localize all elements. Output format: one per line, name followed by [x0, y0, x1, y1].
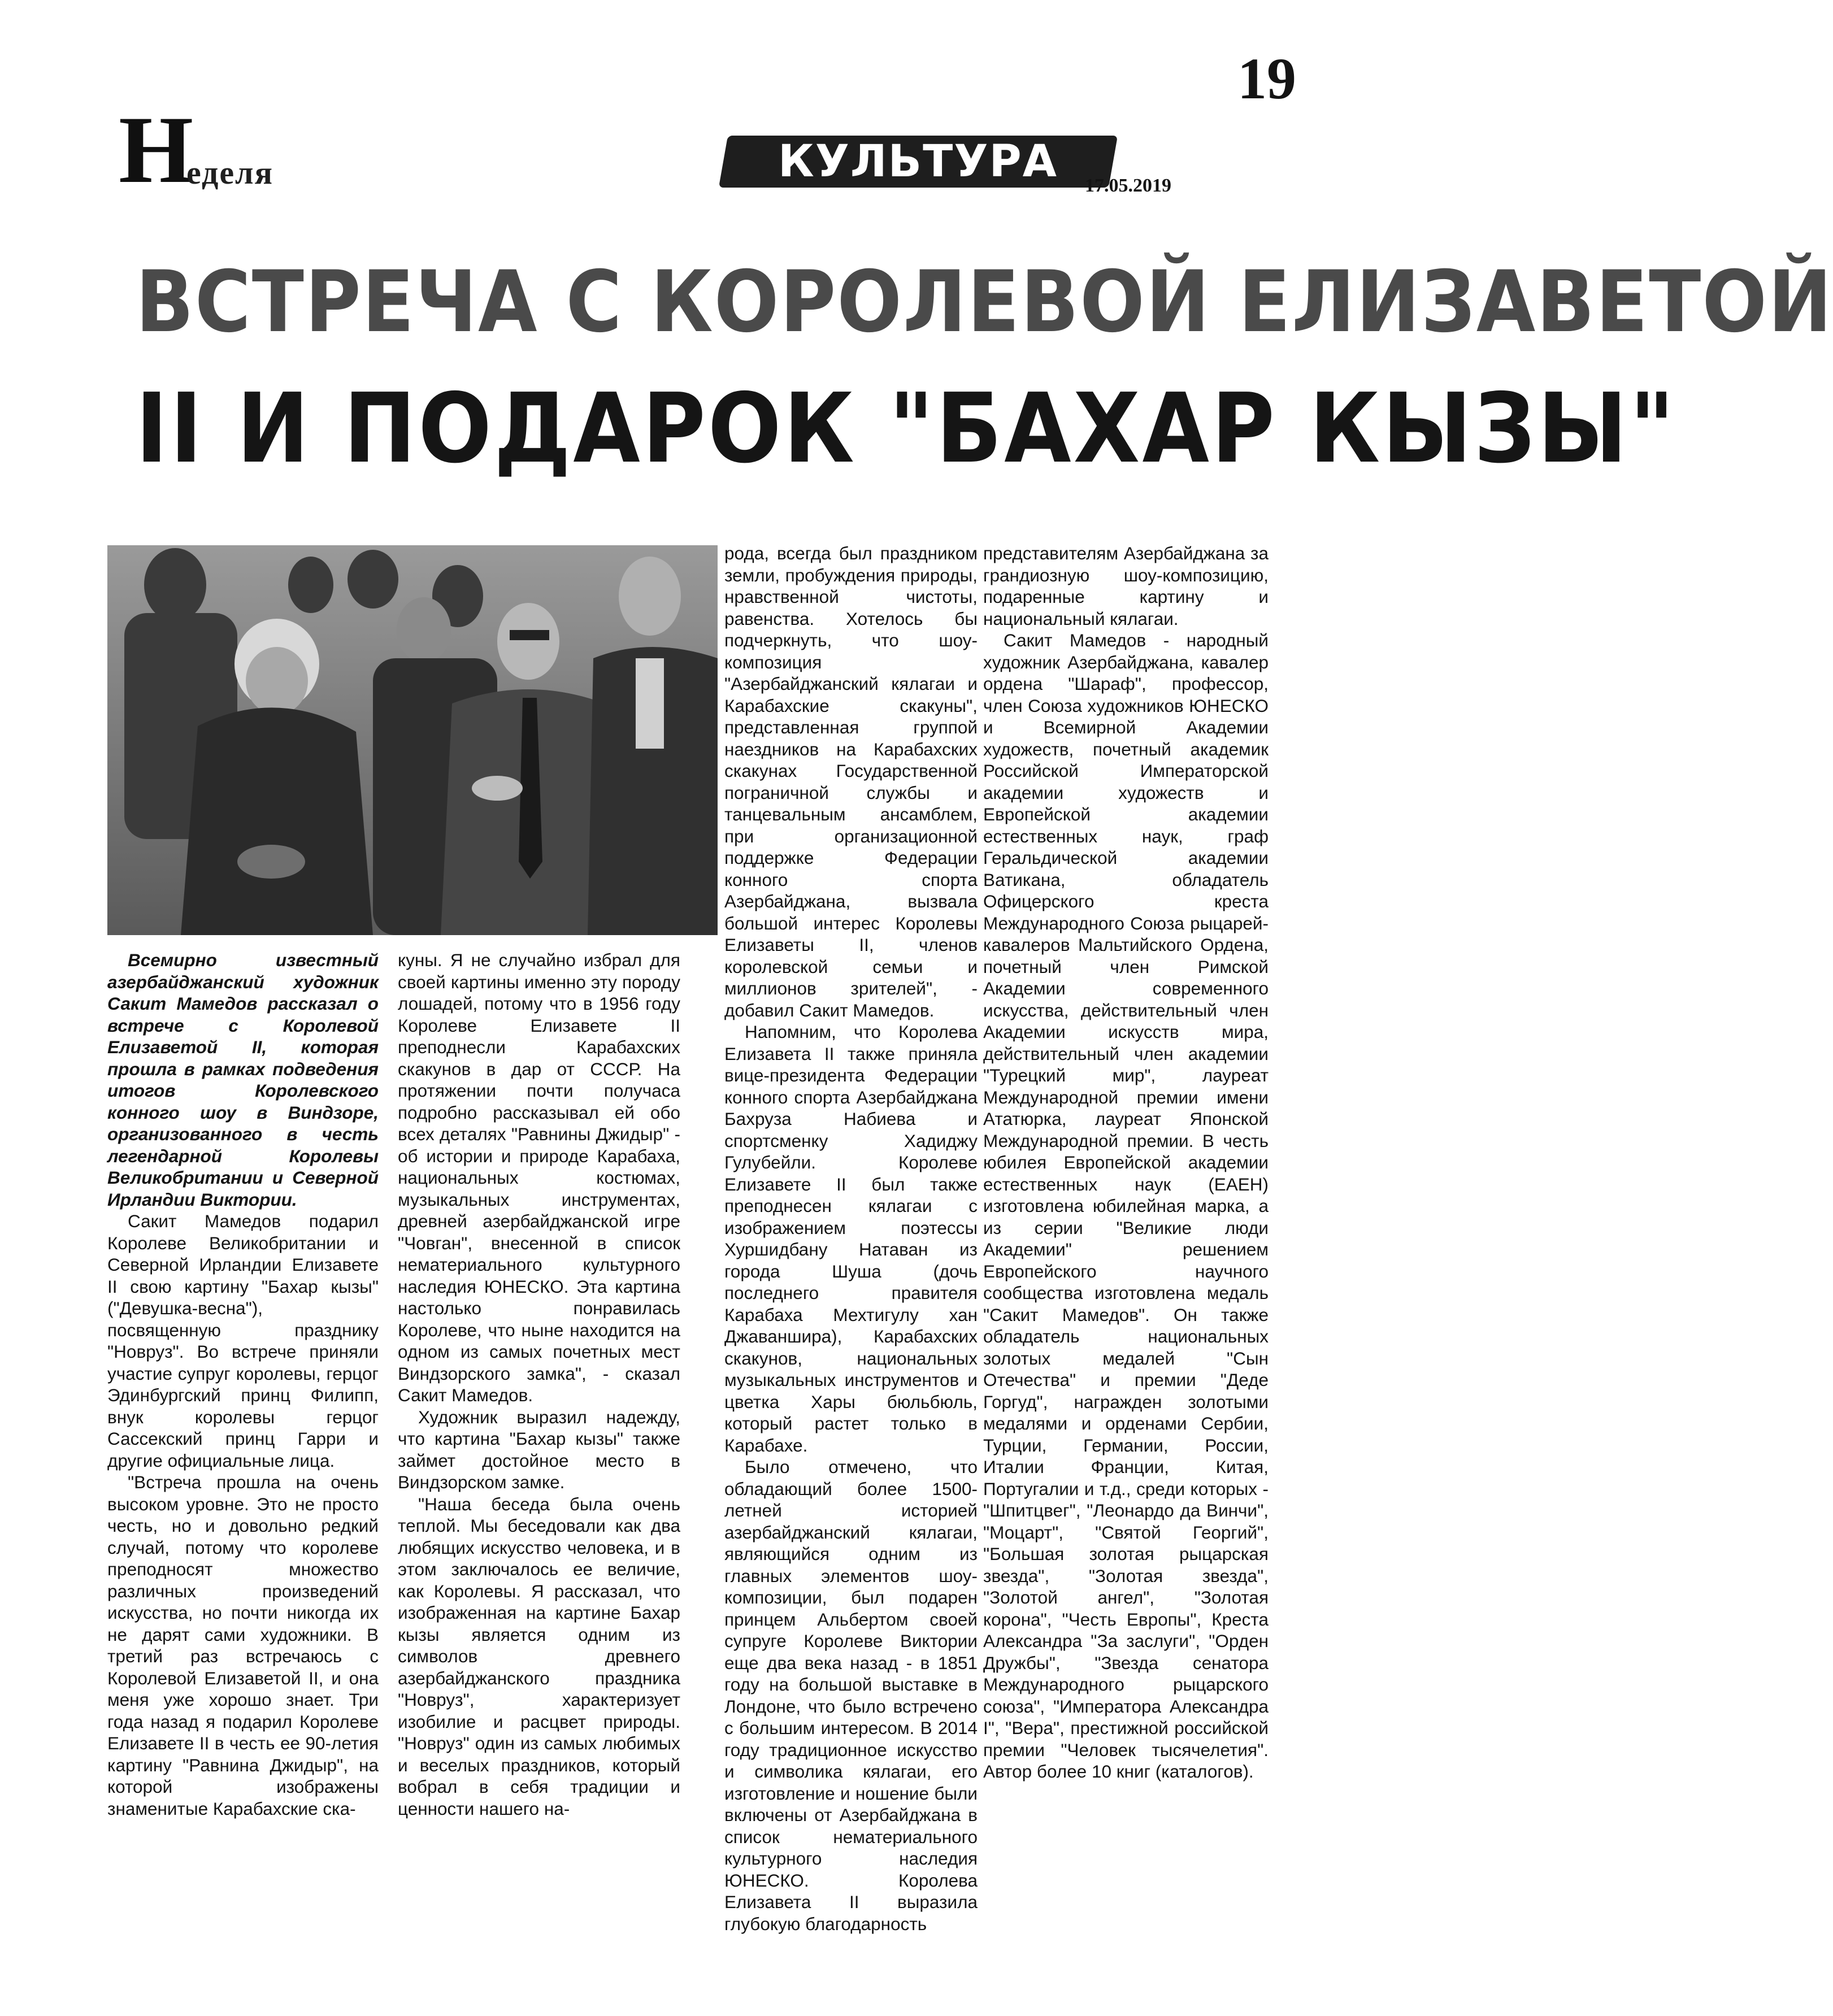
article-paragraph: "Встреча прошла на очень высоком уровне. Это не просто честь, но и довольно редкий случай, потому что королеве преподносят множество различных произведений искусства, но почти никогда их не дарят сами художники. В третий раз встречаюсь с Королевой Елизаветой II, и она меня уже хорошо знает. Три года назад я подарил Королеве Елизавете II в честь ее 90-летия картину "Равнина Джидыр", на которой изображены знаменитые Карабахские ска- — [107, 1472, 379, 1819]
article-paragraph: представителям Азербайджана за грандиозную шоу-композицию, подаренные картину и национальный кялагаи. — [983, 543, 1269, 629]
article-paragraph: "Наша беседа была очень теплой. Мы беседовали как два любящих искусство человека, и в этом заключалось ее величие, как Королевы. Я рассказал, что изображенная на картине Бахар кызы является одним из символов древнего азербайджанского праздника "Новруз", характеризует изобилие и расцвет природы. "Новруз" один из самых любимых и веселых праздников, который вобрал в себя традиции и ценности нашего на- — [398, 1493, 680, 1819]
article-paragraph: Сакит Мамедов подарил Королеве Великобритании и Северной Ирландии Елизавете II свою картину "Бахар кызы" ("Девушка-весна"), посвященную празднику "Новруз". Во встрече приняли участие супруг королевы, герцог Эдинбургский принц Филипп, внук королевы герцог Сассекский принц Гарри и другие официальные лица. — [107, 1211, 379, 1471]
article-column-4 — [983, 542, 1269, 1783]
newspaper-logo — [119, 97, 435, 203]
article-lead: Всемирно известный азербайджанский художник Сакит Мамедов рассказал о встрече с Королевой Елизаветой II, которая прошла в рамках подведения итогов Королевского конного шоу в Виндзоре, организованного в честь легендарной Королевы Великобритании и Северной Ирландии Виктории. — [107, 950, 379, 1210]
logo-word: еделя — [186, 154, 273, 191]
page-number: 19 — [1237, 46, 1296, 111]
article-paragraph: Было отмечено, что обладающий более 1500-летней историей азербайджанский кялагаи, являющийся одним из главных элементов шоу-композиции, был подарен принцем Альбертом своей супруге Королеве Виктории еще два века назад - в 1851 году на большой выставке в Лондоне, что было встречено с большим интересом. В 2014 году традиционное искусство и символика кялагаи, его изготовление и ношение были включены от Азербайджана в список нематериального культурного наследия ЮНЕСКО. Королева Елизавета II выразила глубокую благодарность — [724, 1457, 978, 1934]
article-photo — [107, 545, 718, 935]
issue-date: 17.05.2019 — [1085, 175, 1171, 196]
rubric-label: КУЛЬТУРА — [778, 136, 1058, 187]
photo-illustration — [107, 545, 718, 935]
article-column-2 — [398, 949, 680, 1819]
article-paragraph: Сакит Мамедов - народный художник Азербайджана, кавалер ордена "Шараф", профессор, член Союза художников ЮНЕСКО и Всемирной Академии художеств, почетный академик Российской Императорской академии художеств и Европейской академии естественных наук, граф Геральдической академии Ватикана, обладатель Офицерского креста Международного Союза рыцарей-кавалеров Мальтийского Ордена, почетный член Римской Академии современного искусства, действительный член Академии искусств мира, действительный член академии "Турецкий мир", лауреат Международной премии имени Ататюрка, лауреат Японской Международной премии. В честь юбилея Европейской академии естественных наук (ЕАЕН) изготовлена юбилейная марка, а из серии "Великие люди Академии" решением Европейского научного сообщества изготовлена медаль "Сакит Мамедов". Он также обладатель национальных золотых медалей "Сын Отечества" и премии "Деде Горгуд", награжден золотыми медалями и орденами Сербии, Турции, Германии, России, Италии Франции, Китая, Португалии и т.д., среди которых - "Шпитцвег", "Леонардо да Винчи", "Моцарт", "Святой Георгий", "Большая золотая рыцарская звезда", "Золотая звезда", "Золотой ангел", "Золотая корона", "Честь Европы", Креста Александра "За заслуги", "Орден Дружбы", "Звезда сенатора Международного рыцарского союза", "Императора Александра I", "Вера", престижной российской премии "Человек тысячелетия". Автор более 10 книг (каталогов). — [983, 630, 1269, 1782]
headline-line-1: ВСТРЕЧА С КОРОЛЕВОЙ ЕЛИЗАВЕТОЙ — [136, 253, 1833, 351]
article-paragraph: рода, всегда был праздником земли, пробуждения природы, нравственной чистоты, равенства. Хотелось бы подчеркнуть, что шоу-композиция "Азербайджанский кялагаи и Карабахские скакуны", представленная группой наездников на Карабахских скакунах Государственной пограничной службы и танцевальным ансамблем, при организационной поддержке Федерации конного спорта Азербайджана, вызвала большой интерес Королевы Елизаветы II, членов королевской семьи и миллионов зрителей", - добавил Сакит Мамедов. — [724, 543, 978, 1020]
masthead — [107, 97, 1204, 203]
article-paragraph: Напомним, что Королева Елизавета II также приняла вице-президента Федерации конного спорта Азербайджана Бахруза Набиева и спортсменку Хадиджу Гулубейли. Королеве Елизавете II был также преподнесен кялагаи с изображением поэтессы Хуршидбану Натаван из города Шуша (дочь последнего правителя Карабаха Мехтигулу хан Джаваншира), Карабахских скакунов, национальных музыкальных инструментов и цветка Хары бюльбюль, который растет только в Карабахе. — [724, 1022, 978, 1455]
logo-initial: Н — [119, 97, 190, 203]
section-rubric — [719, 136, 1118, 188]
article-paragraph: Художник выразил надежду, что картина "Бахар кызы" также займет достойное место в Виндзорском замке. — [398, 1406, 680, 1492]
article-paragraph: куны. Я не случайно избрал для своей картины именно эту породу лошадей, потому что в 1956 году Королеве Елизавете II преподнесли Карабахских скакунов в дар от СССР. На протяжении почти получаса подробно рассказывал ей обо всех деталях "Равнины Джидыр" - об истории и природе Карабаха, национальных костюмах, музыкальных инструментах, древней азербайджанской игре "Човган", внесенной в список нематериального культурного наследия ЮНЕСКО. Эта картина настолько понравилась Королеве, что ныне находится на одном из самых почетных мест Виндзорского замка", - сказал Сакит Мамедов. — [398, 950, 680, 1405]
article-column-1 — [107, 949, 379, 1819]
article-column-3 — [724, 542, 978, 1935]
headline-line-2: II И ПОДАРОК "БАХАР КЫЗЫ" — [136, 373, 1677, 485]
